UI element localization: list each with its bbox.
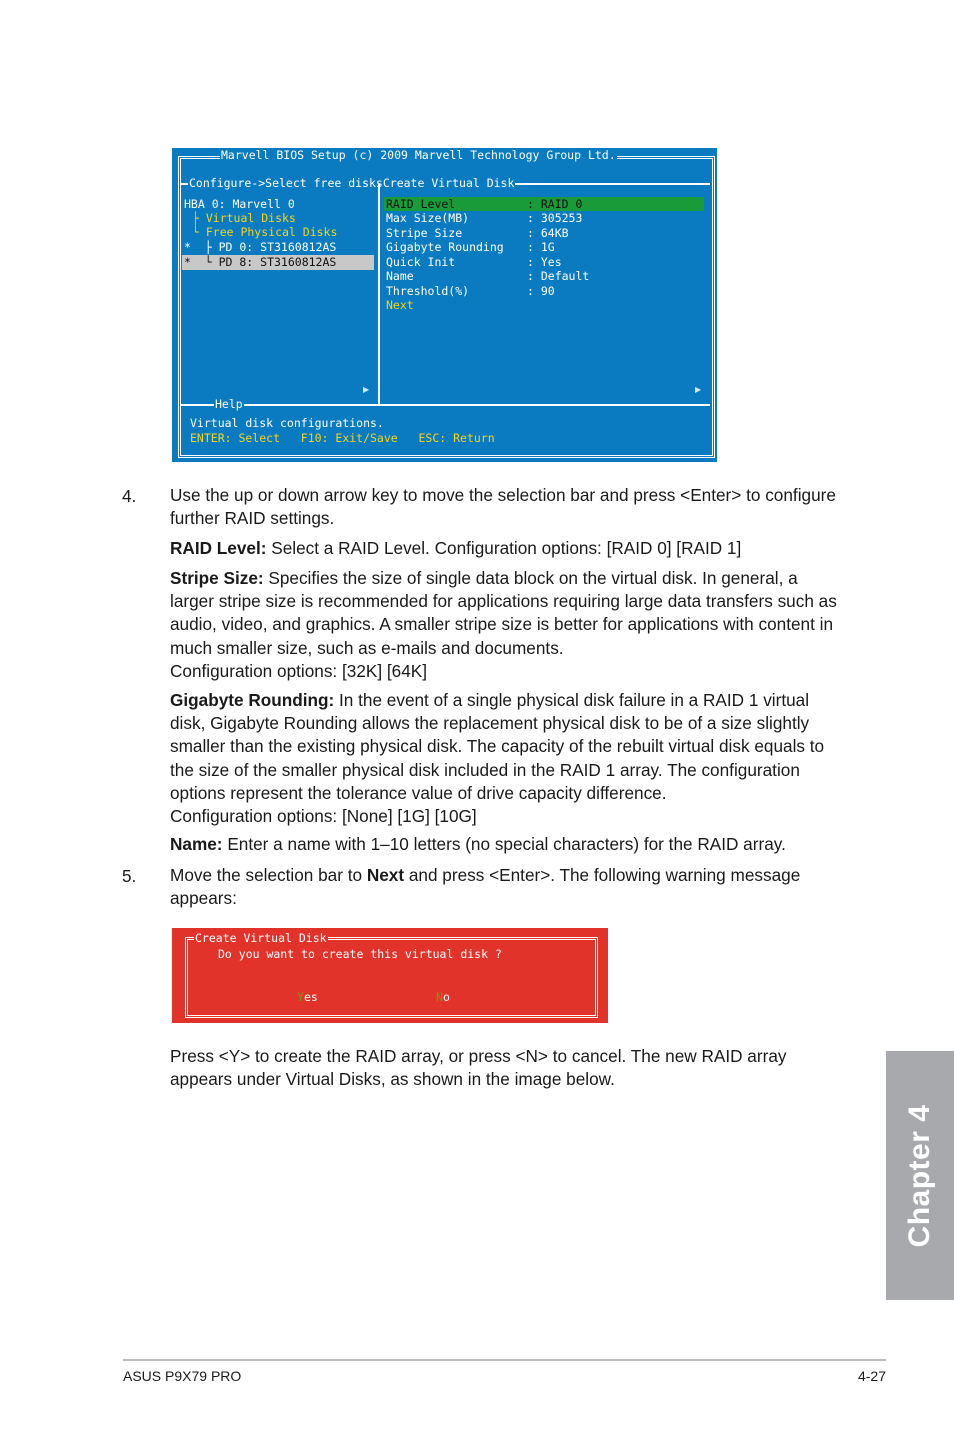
name-desc: Enter a name with 1–10 letters (no special characters) for the RAID array.	[222, 834, 786, 854]
step-5-next-term: Next	[366, 865, 405, 885]
stripe-size-paragraph	[170, 567, 840, 683]
step-4-text: Use the up or down arrow key to move the selection bar and press <Enter> to configure further RAID settings.	[170, 485, 836, 529]
stripe-size-options: Configuration options: [32K] [64K]	[170, 660, 428, 681]
step-5-number: 5.	[122, 866, 137, 886]
setting-max-size-label[interactable]: Max Size(MB)	[386, 211, 470, 225]
scroll-right-icon: ▶	[363, 385, 370, 394]
step-4-number: 4.	[122, 486, 137, 506]
gigabyte-rounding-term: Gigabyte Rounding:	[170, 690, 335, 710]
setting-quick-init-label[interactable]: Quick Init	[386, 255, 456, 269]
name-paragraph	[170, 833, 840, 856]
yes-button[interactable]	[297, 990, 318, 1005]
setting-name-label[interactable]: Name	[386, 269, 414, 283]
stripe-size-desc: Specifies the size of single data block on the virtual disk. In general, a larger stripe size is recommended for applications requiring large data transfers such as audio, video, and graphics. A smaller stripe size is better for applications with content in much smaller size, such as e-mails and documents.	[170, 568, 837, 658]
help-text: Virtual disk configurations.	[190, 416, 384, 430]
chapter-tab-label: Chapter 4	[903, 1104, 936, 1247]
bios-help-line	[181, 404, 710, 406]
chapter-tab	[886, 1051, 954, 1300]
gigabyte-rounding-desc: In the event of a single physical disk failure in a RAID 1 virtual disk, Gigabyte Rounding allows the replacement physical disk to be of a size slightly smaller than the existing physical disk. The capacity of the rebuilt virtual disk equals to the size of the smaller physical disk included in the RAID 1 array. The configuration options represent the tolerance value of drive capacity difference.	[170, 690, 825, 803]
setting-max-size-value: : 305253	[527, 211, 583, 225]
tree-pd8[interactable]: * └ PD 8: ST3160812AS	[182, 255, 374, 270]
bios-title: Marvell BIOS Setup (c) 2009 Marvell Technology Group Ltd.	[221, 148, 616, 162]
raid-level-desc: Select a RAID Level. Configuration options: [RAID 0] [RAID 1]	[266, 538, 742, 558]
help-title: Help	[215, 397, 243, 411]
no-button[interactable]	[436, 990, 450, 1005]
setting-name-value: : Default	[527, 269, 590, 283]
footer-page-number: 4-27	[857, 1368, 886, 1384]
gigabyte-rounding-options: Configuration options: [None] [1G] [10G]	[170, 806, 477, 827]
dialog-title: Create Virtual Disk	[195, 931, 327, 945]
step-5-part-c: and press <Enter>. The following warning message appears:	[170, 865, 801, 909]
raid-level-term: RAID Level:	[170, 538, 267, 558]
bios-breadcrumb: Configure->Select free disksCreate Virtual Disk	[189, 176, 515, 190]
step-5-part-a: Move the selection bar to	[170, 865, 367, 885]
setting-stripe-size-value: : 64KB	[527, 226, 569, 240]
press-paragraph: Press <Y> to create the RAID array, or press <N> to cancel. The new RAID array appears under Virtual Disks, as shown in the image below.	[170, 1046, 787, 1090]
bios-screen	[172, 148, 717, 462]
setting-gigabyte-rounding-label[interactable]: Gigabyte Rounding	[386, 240, 504, 254]
create-virtual-disk-dialog	[172, 928, 608, 1023]
no-hotkey: N	[436, 990, 443, 1004]
setting-stripe-size-label[interactable]: Stripe Size	[386, 226, 463, 240]
setting-raid-level-label[interactable]: RAID Level	[386, 197, 456, 211]
gigabyte-rounding-paragraph	[170, 689, 840, 828]
name-term: Name:	[170, 834, 223, 854]
tree-pd0[interactable]: * ├ PD 0: ST3160812AS	[184, 240, 337, 254]
yes-hotkey: Y	[297, 990, 304, 1004]
scroll-right-icon: ▶	[695, 385, 702, 394]
footer-product: ASUS P9X79 PRO	[123, 1368, 242, 1384]
yes-label: es	[303, 990, 318, 1004]
footer-rule	[123, 1359, 886, 1361]
no-label: o	[442, 990, 450, 1004]
setting-threshold-label[interactable]: Threshold(%)	[386, 284, 470, 298]
dialog-question: Do you want to create this virtual disk ?	[218, 947, 502, 961]
tree-free-disks[interactable]: └ Free Physical Disks	[192, 225, 338, 239]
stripe-size-term: Stripe Size:	[170, 568, 264, 588]
setting-raid-level-value: : RAID 0	[527, 197, 583, 211]
tree-virtual-disks[interactable]: ├ Virtual Disks	[192, 211, 296, 225]
tree-hba[interactable]: HBA 0: Marvell 0	[184, 197, 295, 211]
help-keys: ENTER: Select F10: Exit/Save ESC: Return	[190, 431, 495, 445]
setting-quick-init-value: : Yes	[527, 255, 562, 269]
next-option[interactable]: Next	[386, 298, 414, 312]
step-5-text	[170, 864, 840, 910]
raid-level-paragraph	[170, 537, 840, 560]
setting-threshold-value: : 90	[527, 284, 555, 298]
setting-gigabyte-rounding-value: : 1G	[527, 240, 555, 254]
bios-divider	[378, 184, 380, 404]
